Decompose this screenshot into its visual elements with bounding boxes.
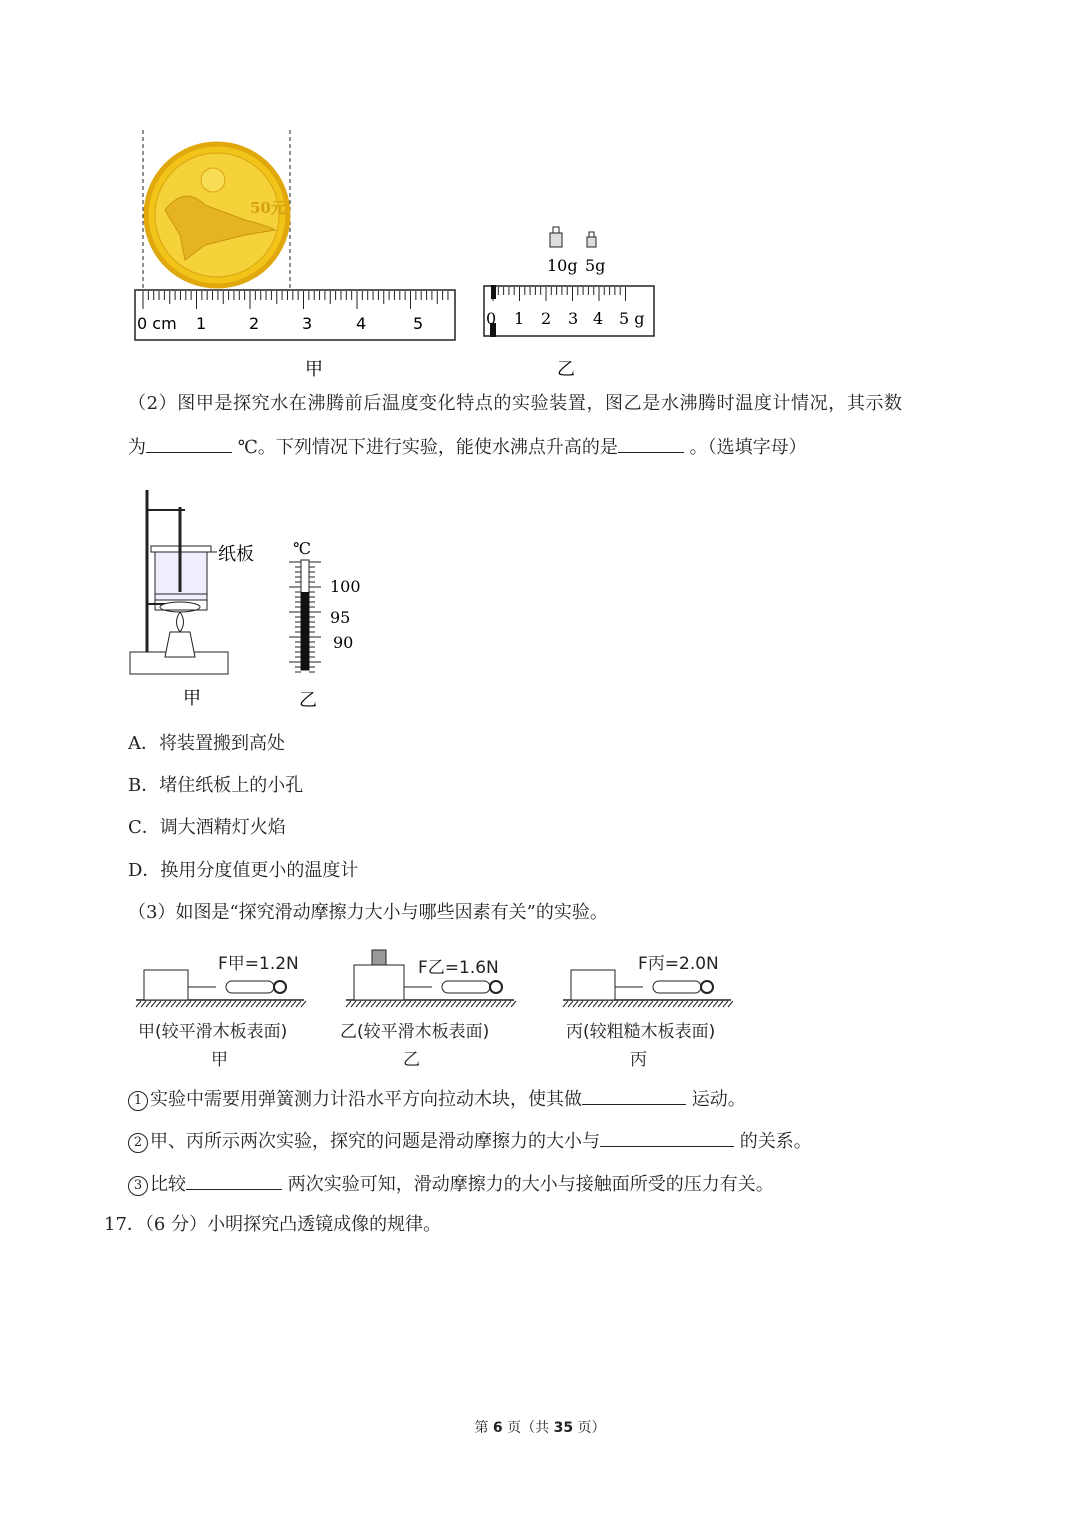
circled-number: 1 (128, 1091, 148, 1111)
caption-yi: 乙 (403, 1050, 420, 1070)
circled-number: 2 (128, 1133, 148, 1153)
answer-blank-option[interactable] (618, 434, 684, 453)
caption-jia: 甲 (183, 688, 201, 709)
figure-friction (128, 945, 748, 1070)
desc-yi: 乙(较平滑木板表面) (340, 1022, 490, 1042)
desc-jia: 甲(较平滑木板表面) (138, 1022, 288, 1042)
caption-yi: 乙 (557, 359, 575, 380)
caption-bing: 丙 (630, 1050, 647, 1070)
q3-sub2-text-end: 的关系。 (739, 1131, 812, 1152)
thermo-tick: 90 (333, 633, 354, 652)
answer-blank-compare[interactable] (186, 1171, 282, 1190)
question-17: 17．（6 分）小明探究凸透镜成像的规律。 (104, 1214, 442, 1235)
ruler-label: 5 (413, 314, 424, 333)
answer-blank-factor[interactable] (600, 1128, 734, 1147)
ruler-label: 3 (302, 314, 313, 333)
footer-text: 页） (573, 1420, 606, 1436)
answer-blank-motion[interactable] (582, 1086, 686, 1105)
force-bing: F丙=2.0N (638, 954, 719, 974)
q3-sub1 (128, 1086, 746, 1112)
q2-text-c: 。（选填字母） (689, 437, 807, 458)
page-footer (0, 1417, 1080, 1437)
celsius-unit: ℃ (293, 539, 311, 558)
q2-text-a: 为 (128, 437, 146, 458)
scale-label: 3 (568, 309, 579, 328)
thermo-tick: 100 (330, 577, 361, 596)
option-a[interactable]: A．将装置搬到高处 (128, 733, 285, 754)
q2-line1: （2）图甲是探究水在沸腾前后温度变化特点的实验装置，图乙是水沸腾时温度计情况，其示数 (128, 393, 903, 414)
caption-yi: 乙 (299, 690, 317, 711)
weight-10g: 10g (547, 256, 578, 275)
caption-jia: 甲 (211, 1050, 228, 1070)
figure-boiling (125, 482, 370, 712)
q2-text-b: ℃。下列情况下进行实验，能使水沸点升高的是 (237, 437, 618, 458)
spring-scale (653, 981, 701, 993)
scale-label: 5 g (619, 309, 645, 328)
caption-jia: 甲 (305, 359, 323, 380)
total-pages: 35 (553, 1420, 574, 1436)
scale-label: 4 (593, 309, 604, 328)
thermo-tick: 95 (330, 608, 351, 627)
q3-sub2-text: 甲、丙所示两次实验，探究的问题是滑动摩擦力的大小与 (150, 1131, 600, 1152)
spring-scale (442, 981, 490, 993)
ruler-label: 0 cm (137, 314, 177, 333)
coin-value: 50元 (250, 199, 286, 217)
option-b[interactable]: B．堵住纸板上的小孔 (128, 775, 304, 796)
desc-bing: 丙(较粗糙木板表面) (566, 1022, 716, 1042)
scale-label: 2 (541, 309, 552, 328)
page-number: 6 (492, 1420, 503, 1436)
scale-label: 1 (514, 309, 525, 328)
q3-sub1-text-end: 运动。 (691, 1089, 746, 1110)
spring-scale (226, 981, 274, 993)
footer-text: 页（共 (502, 1420, 554, 1436)
ruler-label: 1 (196, 314, 207, 333)
option-d[interactable]: D．换用分度值更小的温度计 (128, 860, 359, 881)
q3-sub3-text-end: 两次实验可知，滑动摩擦力的大小与接触面所受的压力有关。 (287, 1174, 774, 1195)
weight-5g: 5g (585, 256, 606, 275)
option-c[interactable]: C．调大酒精灯火焰 (128, 817, 286, 838)
force-yi: F乙=1.6N (418, 958, 499, 978)
circled-number: 3 (128, 1176, 148, 1196)
board-label: 纸板 (218, 544, 254, 565)
q2-line2 (128, 434, 807, 460)
q3-sub2 (128, 1128, 812, 1154)
q3-sub3 (128, 1171, 774, 1197)
figure-coin-ruler (125, 125, 665, 385)
ruler-label: 2 (249, 314, 260, 333)
force-jia: F甲=1.2N (218, 954, 299, 974)
q3-intro: （3）如图是“探究滑动摩擦力大小与哪些因素有关”的实验。 (128, 902, 608, 923)
ruler-label: 4 (356, 314, 367, 333)
answer-blank-temperature[interactable] (146, 434, 232, 453)
q3-sub1-text: 实验中需要用弹簧测力计沿水平方向拉动木块，使其做 (150, 1089, 582, 1110)
footer-text: 第 (474, 1420, 493, 1436)
q3-sub3-text: 比较 (150, 1174, 186, 1195)
scale-label: 0 (486, 309, 497, 328)
